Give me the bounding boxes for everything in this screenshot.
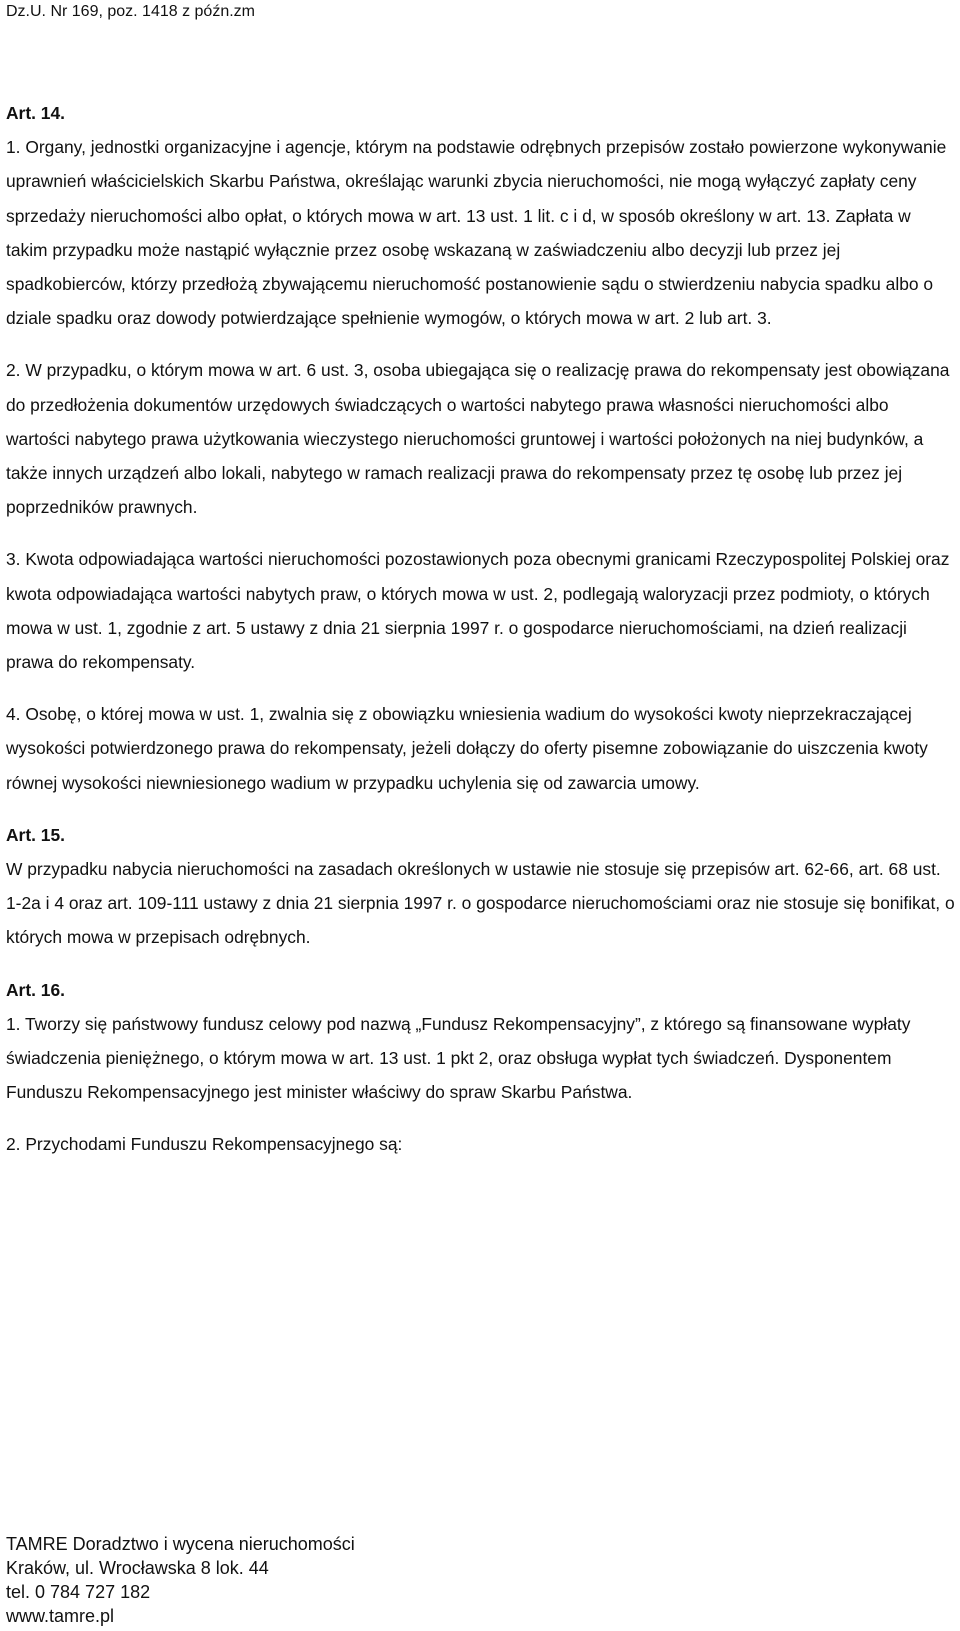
article-16-title: Art. 16. <box>6 979 65 1000</box>
article-14-paragraph-2: 2. W przypadku, o którym mowa w art. 6 ust. 3, osoba ubiegająca się o realizację prawa do rekompensaty jest obowiązana do przedłożenia dokumentów urzędowych świadczących o wartości nabytego prawa własności nieruchomości albo wartości nabytego prawa użytkowania wieczystego nieruchomości gruntowej i wartości położonych na niej budynków, a także innych urządzeń albo lokali, nabytego w ramach realizacji prawa do rekompensaty przez tę osobę lub przez jej poprzedników prawnych. <box>6 360 950 518</box>
source-header: Dz.U. Nr 169, poz. 1418 z późn.zm <box>6 3 255 20</box>
document-body <box>6 96 956 1162</box>
article-15 <box>6 818 956 955</box>
article-15-paragraph-1: W przypadku nabycia nieruchomości na zasadach określonych w ustawie nie stosuje się przepisów art. 62-66, art. 68 ust. 1-2a i 4 oraz art. 109-111 ustawy z dnia 21 sierpnia 1997 r. o gospodarce nieruchomościami oraz nie stosuje się bonifikat, o których mowa w przepisach odrębnych. <box>6 859 955 948</box>
footer-company-name: TAMRE Doradztwo i wycena nieruchomości <box>6 1534 355 1554</box>
article-14 <box>6 96 956 800</box>
spacer <box>6 524 956 542</box>
article-14-paragraph-4: 4. Osobę, o której mowa w ust. 1, zwalnia się z obowiązku wniesienia wadium do wysokości kwoty nieprzekraczającej wysokości potwierdzonego prawa do rekompensaty, jeżeli dołączy do oferty pisemne zobowiązanie do uiszczenia kwoty równej wysokości niewniesionego wadium w przypadku uchylenia się od zawarcia umowy. <box>6 704 928 793</box>
article-16-paragraph-1: 1. Tworzy się państwowy fundusz celowy pod nazwą „Fundusz Rekompensacyjny”, z którego są finansowane wypłaty świadczenia pieniężnego, o którym mowa w art. 13 ust. 1 pkt 2, oraz obsługa wypłat tych świadczeń. Dysponentem Funduszu Rekompensacyjnego jest minister właściwy do spraw Skarbu Państwa. <box>6 1013 911 1103</box>
spacer <box>6 335 956 353</box>
spacer <box>6 679 956 697</box>
footer-phone: tel. 0 784 727 182 <box>6 1582 151 1602</box>
footer-address: Kraków, ul. Wrocławska 8 lok. 44 <box>6 1558 269 1578</box>
spacer <box>6 800 956 818</box>
spacer <box>6 955 956 973</box>
footer-website: www.tamre.pl <box>6 1606 115 1626</box>
article-14-title: Art. 14. <box>6 103 65 123</box>
article-16-paragraph-2: 2. Przychodami Funduszu Rekompensacyjnego są: <box>6 1134 403 1155</box>
company-footer <box>6 1532 355 1628</box>
article-15-title: Art. 15. <box>6 824 65 845</box>
article-14-paragraph-3: 3. Kwota odpowiadająca wartości nieruchomości pozostawionych poza obecnymi granicami Rzeczypospolitej Polskiej oraz kwota odpowiadająca wartości nabytych praw, o których mowa w ust. 2, podlegają waloryzacji przez podmioty, o których mowa w ust. 1, zgodnie z art. 5 ustawy z dnia 21 sierpnia 1997 r. o gospodarce nieruchomościami, na dzień realizacji prawa do rekompensaty. <box>6 549 950 673</box>
article-14-paragraph-1: 1. Organy, jednostki organizacyjne i agencje, którym na podstawie odrębnych przepisów zostało powierzone wykonywanie uprawnień właścicielskich Skarbu Państwa, określając warunki zbycia nieruchomości, nie mogą wyłączyć zapłaty ceny sprzedaży nieruchomości albo opłat, o których mowa w art. 13 ust. 1 lit. c i d, w sposób określony w art. 13. Zapłata w takim przypadku może nastąpić wyłącznie przez osobę wskazaną w zaświadczeniu albo decyzji lub przez jej spadkobierców, którzy przedłożą zbywającemu nieruchomość postanowienie sądu o stwierdzeniu nabycia spadku albo o dziale spadku oraz dowody potwierdzające spełnienie wymogów, o których mowa w art. 2 lub art. 3. <box>6 137 947 329</box>
spacer <box>6 1109 956 1127</box>
article-16 <box>6 973 956 1162</box>
